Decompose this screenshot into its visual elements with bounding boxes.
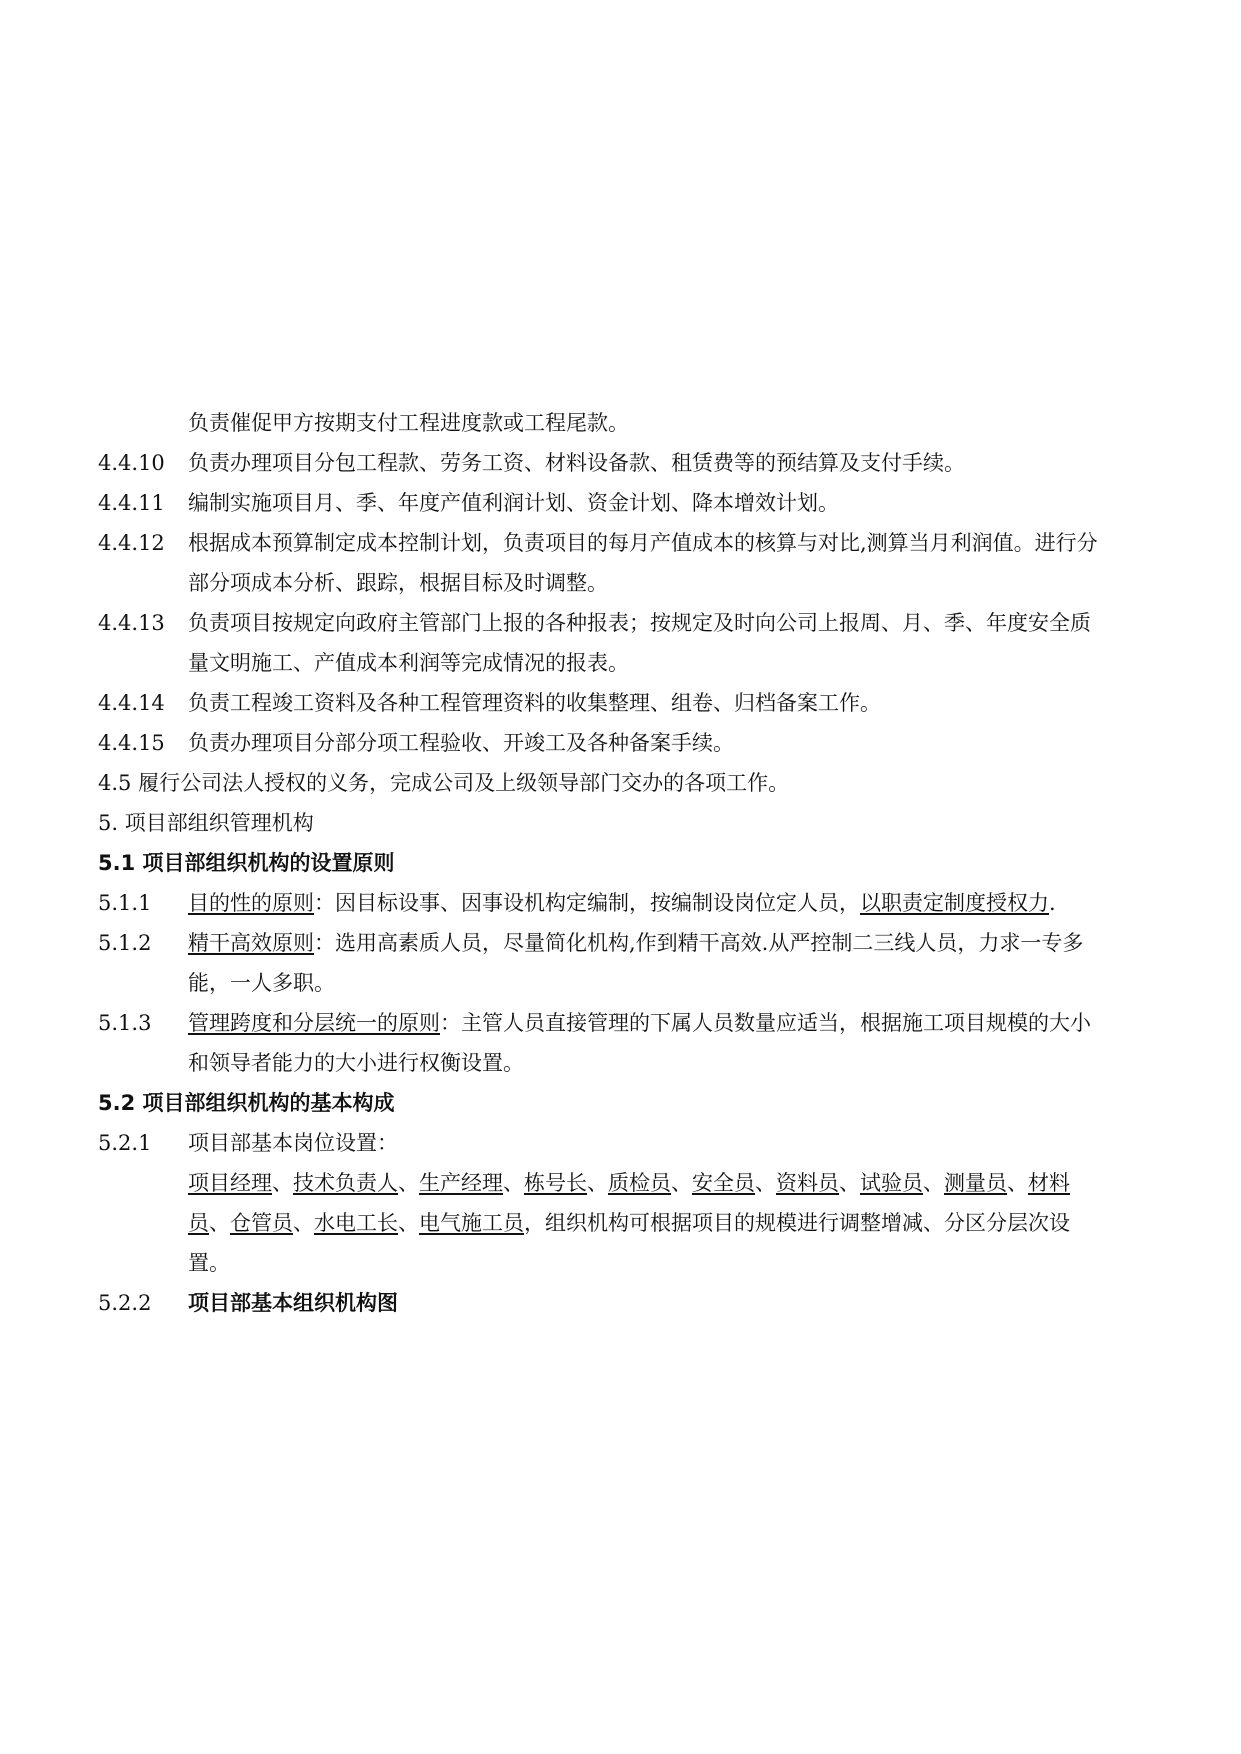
position-item: 试验员 [860,1171,923,1195]
item-number: 5.1.2 [98,931,152,955]
position-separator: 、 [398,1171,419,1195]
section-5-1-heading-text: 5.1 项目部组织机构的设置原则 [98,851,395,875]
section-5-2-heading [98,1083,1098,1123]
item-text: 根据成本预算制定成本控制计划，负责项目的每月产值成本的核算与对比,测算当月利润值。进行分部分项成本分析、跟踪，根据目标及时调整。 [188,531,1098,595]
position-item: 水电工长 [314,1211,398,1235]
item-text: 负责项目按规定向政府主管部门上报的各种报表；按规定及时向公司上报周、月、季、年度安全质量文明施工、产值成本利润等完成情况的报表。 [188,611,1091,675]
item-number: 4.4.11 [98,491,165,515]
item-number: 4.4.14 [98,691,165,715]
item-number: 5.1.1 [98,891,152,915]
positions-tail: ，组织机构可根据项目的规模进行调整增减、分区分层次设置。 [188,1211,1070,1275]
item-number: 5.1.3 [98,1011,152,1035]
principle-label: 目的性的原则 [188,891,314,915]
position-separator: 、 [839,1171,860,1195]
item-text: 编制实施项目月、季、年度产值利润计划、资金计划、降本增效计划。 [188,491,839,515]
position-item: 材料员 [188,1171,1070,1235]
item-text [188,883,1098,923]
item-text: 项目部基本组织机构图 [188,1291,398,1315]
item-number: 5.2.2 [98,1291,152,1315]
principle-label: 管理跨度和分层统一的原则 [188,1011,440,1035]
item-5-2-2 [98,1283,1098,1323]
item-number: 5.2.1 [98,1131,152,1155]
position-separator: 、 [923,1171,944,1195]
list-item [98,1003,1098,1083]
list-item [98,923,1098,1003]
position-separator: 、 [293,1211,314,1235]
list-item [98,723,1098,763]
principle-desc: ：主管人员直接管理的下属人员数量应适当，根据施工项目规模的大小和领导者能力的大小进行权衡设置。 [188,1011,1091,1075]
position-item: 电气施工员 [419,1211,524,1235]
position-item: 栋号长 [524,1171,587,1195]
paragraph-text: 负责催促甲方按期支付工程进度款或工程尾款。 [188,411,629,435]
section-5-1-heading [98,843,1098,883]
paragraph-continued [98,403,1098,443]
item-text: 负责办理项目分部分项工程验收、开竣工及各种备案手续。 [188,731,734,755]
position-item: 质检员 [608,1171,671,1195]
list-item [98,443,1098,483]
position-separator: 、 [503,1171,524,1195]
item-text: 负责办理项目分包工程款、劳务工资、材料设备款、租赁费等的预结算及支付手续。 [188,451,965,475]
position-separator: 、 [587,1171,608,1195]
section-5-2-heading-text: 5.2 项目部组织机构的基本构成 [98,1091,395,1115]
list-5-1 [98,883,1098,1083]
item-text [188,923,1098,1003]
principle-emphasis: 以职责定制度授权力 [860,891,1049,915]
position-separator: 、 [398,1211,419,1235]
item-5-2-1 [98,1123,1098,1163]
item-number: 4.4.15 [98,731,165,755]
principle-tail: . [1049,891,1056,915]
item-4-5 [98,763,1098,803]
item-text: 负责工程竣工资料及各种工程管理资料的收集整理、组卷、归档备案工作。 [188,691,881,715]
list-item [98,603,1098,683]
position-separator: 、 [1007,1171,1028,1195]
principle-desc: ：选用高素质人员，尽量简化机构,作到精干高效.从严控制二三线人员，力求一专多能，一人多职。 [188,931,1084,995]
item-text [188,1003,1098,1083]
principle-label: 精干高效原则 [188,931,314,955]
position-item: 仓管员 [230,1211,293,1235]
section-5-title [98,803,1098,843]
position-item: 项目经理 [188,1171,272,1195]
section-5-title-text: 5. 项目部组织管理机构 [98,811,314,835]
item-number: 4.4.12 [98,531,165,555]
position-item: 测量员 [944,1171,1007,1195]
item-number: 4.4.13 [98,611,165,635]
position-separator: 、 [272,1171,293,1195]
position-separator: 、 [209,1211,230,1235]
list-item [98,483,1098,523]
positions-paragraph [98,1163,1098,1283]
document-body [98,403,1098,1323]
position-item: 生产经理 [419,1171,503,1195]
item-text: 项目部基本岗位设置： [188,1131,398,1155]
item-4-5-text: 4.5 履行公司法人授权的义务，完成公司及上级领导部门交办的各项工作。 [98,771,790,795]
position-item: 安全员 [692,1171,755,1195]
position-separator: 、 [671,1171,692,1195]
position-separator: 、 [755,1171,776,1195]
item-number: 4.4.10 [98,451,165,475]
position-item: 资料员 [776,1171,839,1195]
position-item: 技术负责人 [293,1171,398,1195]
positions-list [188,1163,1098,1283]
list-item [98,883,1098,923]
list-item [98,683,1098,723]
principle-desc: ：因目标设事、因事设机构定编制，按编制设岗位定人员， [314,891,860,915]
list-item [98,523,1098,603]
list-4-4 [98,443,1098,763]
